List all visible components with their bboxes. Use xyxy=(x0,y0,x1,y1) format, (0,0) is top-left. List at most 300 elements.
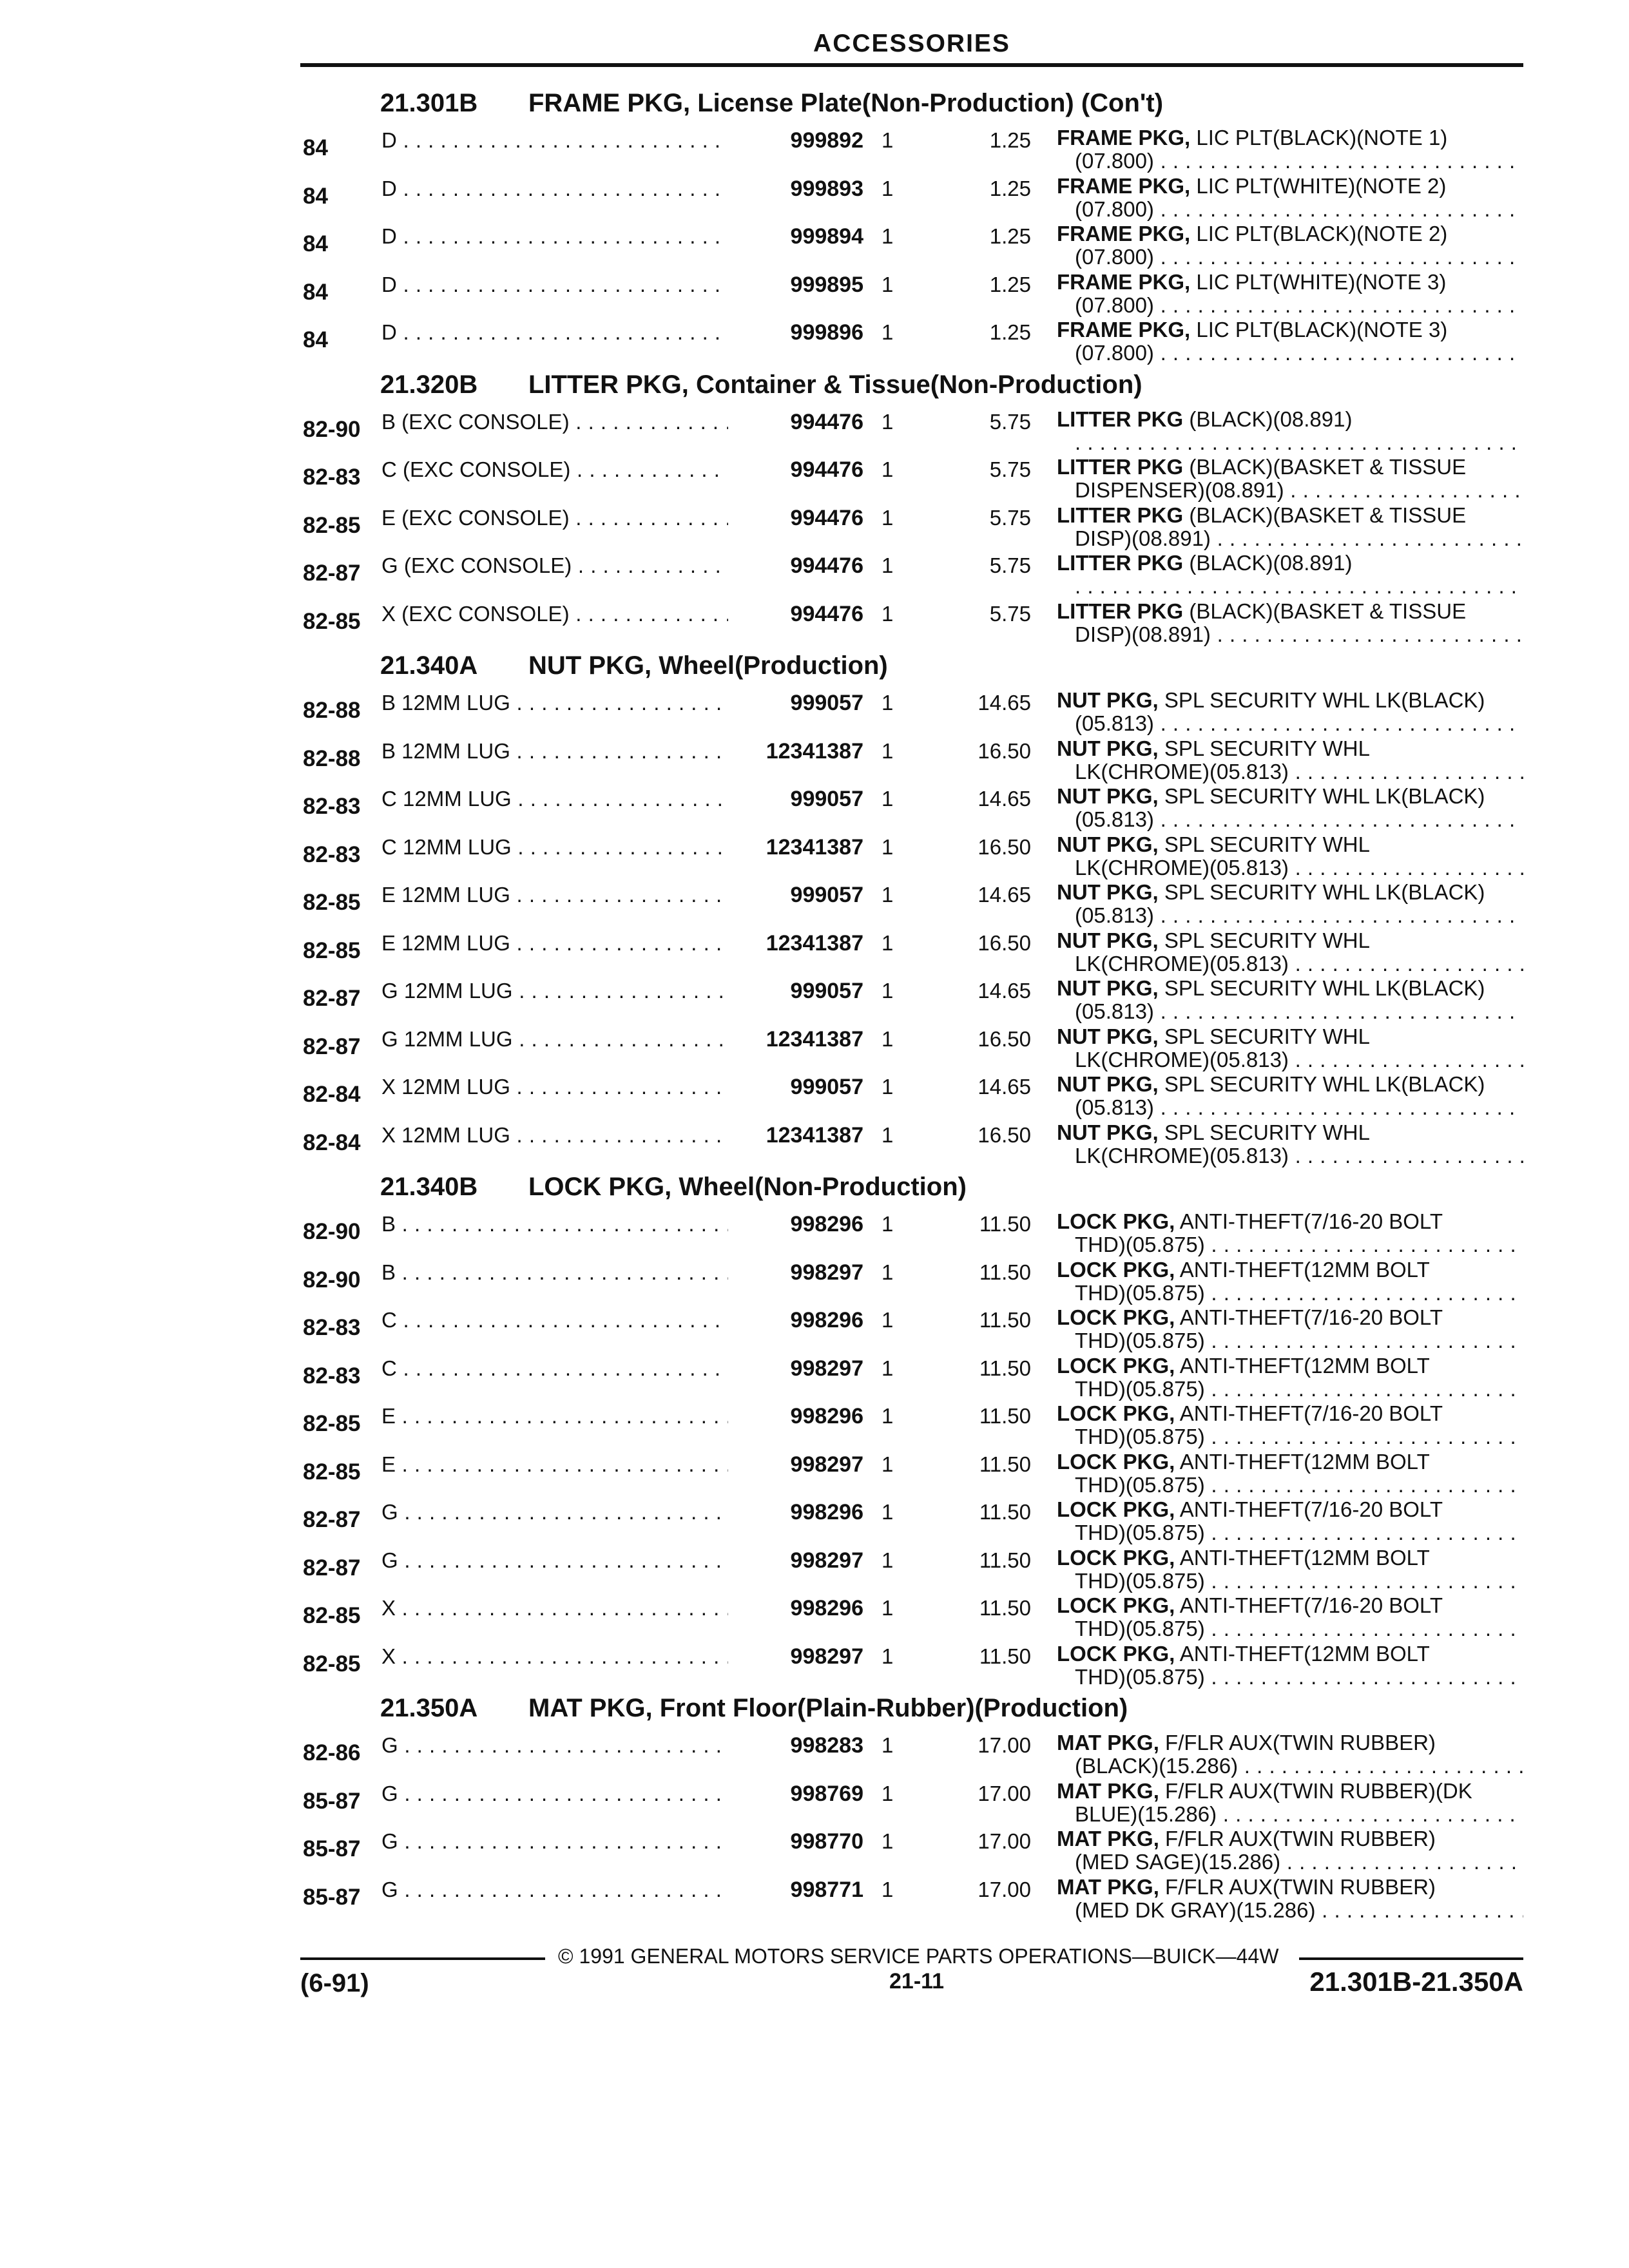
model-year: 82-83 xyxy=(303,1363,361,1389)
part-number: 998296 xyxy=(790,1308,863,1332)
part-row xyxy=(0,1495,1629,1544)
part-row xyxy=(0,405,1629,454)
part-number: 12341387 xyxy=(766,738,863,764)
item-description xyxy=(1057,977,1485,1000)
part-row xyxy=(0,878,1629,927)
parts-listing xyxy=(0,82,1629,1921)
item-detail: F/FLR AUX(TWIN RUBBER)(DK xyxy=(1159,1778,1472,1803)
model-year: 82-88 xyxy=(303,698,361,723)
item-detail: SPL SECURITY WHL LK(BLACK) xyxy=(1158,784,1485,808)
part-number: 994476 xyxy=(790,601,863,626)
item-detail: LIC PLT(BLACK)(NOTE 1) xyxy=(1190,126,1448,149)
body-description: B . . . xyxy=(381,1261,728,1284)
price: 5.75 xyxy=(989,409,1031,434)
part-number: 998769 xyxy=(790,1781,863,1806)
item-detail-continued xyxy=(1075,575,1523,598)
part-row xyxy=(0,549,1629,597)
price: 17.00 xyxy=(978,1733,1031,1757)
item-detail-continued: (05.813) . . . xyxy=(1075,1096,1523,1119)
body-description: C . . . xyxy=(381,1309,728,1332)
price: 16.50 xyxy=(978,1122,1031,1147)
item-detail: LIC PLT(BLACK)(NOTE 3) xyxy=(1190,318,1448,341)
part-number: 998296 xyxy=(790,1212,863,1236)
section-name: FRAME PKG, License Plate(Non-Production) (Con't) xyxy=(528,89,1164,117)
quantity: 1 xyxy=(882,224,894,248)
part-row xyxy=(0,1448,1629,1496)
item-detail-continued: LK(CHROME)(05.813) . . . xyxy=(1075,1048,1523,1072)
item-detail: ANTI-THEFT(7/16-20 BOLT xyxy=(1175,1401,1443,1425)
quantity: 1 xyxy=(882,1548,894,1572)
part-row xyxy=(0,1825,1629,1873)
model-year: 82-85 xyxy=(303,890,361,915)
section-name: LITTER PKG, Container & Tissue(Non-Production) xyxy=(528,370,1142,399)
item-description xyxy=(1057,1210,1443,1233)
body-description: B . . . xyxy=(381,1213,728,1236)
model-year: 84 xyxy=(303,327,328,352)
item-detail-continued xyxy=(1075,431,1523,454)
body-description: X . . . xyxy=(381,1645,728,1668)
quantity: 1 xyxy=(882,128,894,152)
body-description: G . . . xyxy=(381,1830,728,1853)
body-description: D . . . xyxy=(381,129,728,152)
model-year: 82-85 xyxy=(303,608,361,634)
price: 11.50 xyxy=(979,1212,1031,1236)
item-detail-continued: (MED DK GRAY)(15.286) . . . xyxy=(1075,1899,1523,1922)
model-year: 85-87 xyxy=(303,1788,361,1814)
model-year: 82-84 xyxy=(303,1082,361,1107)
part-row xyxy=(0,597,1629,646)
price: 11.50 xyxy=(979,1308,1031,1332)
item-description xyxy=(1057,1306,1443,1329)
item-detail: (BLACK)(08.891) xyxy=(1183,551,1353,575)
item-detail-continued: (07.800) . . . xyxy=(1075,149,1523,173)
model-year: 82-84 xyxy=(303,1129,361,1155)
part-number: 998283 xyxy=(790,1733,863,1758)
part-number: 999057 xyxy=(790,1075,863,1099)
item-detail-continued: LK(CHROME)(05.813) . . . xyxy=(1075,952,1523,975)
price: 1.25 xyxy=(989,176,1031,200)
item-description xyxy=(1057,1073,1485,1096)
item-description xyxy=(1057,271,1446,294)
price: 1.25 xyxy=(989,272,1031,296)
item-detail-continued: THD)(05.875) . . . xyxy=(1075,1521,1523,1544)
item-description xyxy=(1057,456,1466,479)
footer-rule-right xyxy=(1299,1957,1523,1960)
body-description: C . . . xyxy=(381,1357,728,1380)
part-row xyxy=(0,453,1629,501)
part-number: 12341387 xyxy=(766,1026,863,1052)
price: 14.65 xyxy=(978,883,1031,907)
body-description: X . . . xyxy=(381,1597,728,1620)
item-detail: LIC PLT(WHITE)(NOTE 3) xyxy=(1190,269,1447,294)
part-number: 998296 xyxy=(790,1404,863,1428)
item-detail-continued: BLUE)(15.286) . . . xyxy=(1075,1803,1523,1826)
item-description xyxy=(1057,881,1485,904)
item-detail: SPL SECURITY WHL xyxy=(1158,832,1370,856)
quantity: 1 xyxy=(882,1500,894,1524)
item-name: LOCK PKG, xyxy=(1057,1257,1175,1282)
item-description xyxy=(1057,1876,1436,1899)
item-detail: SPL SECURITY WHL xyxy=(1158,736,1370,760)
body-description: X 12MM LUG . . . xyxy=(381,1124,728,1147)
price: 5.75 xyxy=(989,505,1031,530)
item-detail: LIC PLT(WHITE)(NOTE 2) xyxy=(1190,173,1447,198)
item-detail-continued: (05.813) . . . xyxy=(1075,808,1523,831)
model-year: 82-90 xyxy=(303,1267,361,1293)
body-description: E . . . xyxy=(381,1453,728,1476)
part-number: 994476 xyxy=(790,505,863,530)
part-number: 998297 xyxy=(790,1452,863,1477)
item-name: LOCK PKG, xyxy=(1057,1593,1175,1617)
price: 11.50 xyxy=(979,1404,1031,1428)
price: 17.00 xyxy=(978,1781,1031,1805)
footer-rule-left xyxy=(300,1957,545,1960)
item-description xyxy=(1057,1594,1443,1617)
item-detail-continued: (MED SAGE)(15.286) . . . xyxy=(1075,1850,1523,1874)
part-row xyxy=(0,268,1629,316)
catalog-section xyxy=(0,82,1629,364)
part-number: 999057 xyxy=(790,787,863,811)
model-year: 82-83 xyxy=(303,1315,361,1340)
quantity: 1 xyxy=(882,883,894,907)
part-number: 994476 xyxy=(790,457,863,482)
part-number: 998297 xyxy=(790,1356,863,1381)
item-detail: (BLACK)(08.891) xyxy=(1183,407,1353,431)
item-name: NUT PKG, xyxy=(1057,1120,1159,1144)
section-heading xyxy=(0,82,1629,124)
part-number: 12341387 xyxy=(766,1122,863,1148)
part-row xyxy=(0,927,1629,975)
part-row xyxy=(0,1640,1629,1688)
part-number: 12341387 xyxy=(766,834,863,860)
item-detail: SPL SECURITY WHL LK(BLACK) xyxy=(1158,688,1485,712)
item-description xyxy=(1057,1402,1443,1425)
model-year: 82-90 xyxy=(303,1219,361,1244)
item-description xyxy=(1057,1025,1370,1048)
item-name: LOCK PKG, xyxy=(1057,1305,1175,1329)
section-heading xyxy=(0,645,1629,686)
part-row xyxy=(0,1729,1629,1777)
quantity: 1 xyxy=(882,272,894,296)
price: 16.50 xyxy=(978,1026,1031,1051)
item-description xyxy=(1057,504,1466,527)
quantity: 1 xyxy=(882,320,894,344)
item-detail-continued: (07.800) . . . xyxy=(1075,198,1523,221)
quantity: 1 xyxy=(882,1308,894,1332)
item-name: MAT PKG, xyxy=(1057,1731,1159,1754)
part-row xyxy=(0,172,1629,220)
part-number: 999896 xyxy=(790,320,863,345)
item-detail: ANTI-THEFT(12MM BOLT xyxy=(1175,1353,1430,1378)
section-code: 21.301B xyxy=(380,89,478,117)
body-description: G . . . xyxy=(381,1734,728,1757)
price: 1.25 xyxy=(989,320,1031,344)
part-row xyxy=(0,686,1629,735)
part-number: 998296 xyxy=(790,1500,863,1524)
quantity: 1 xyxy=(882,601,894,626)
item-detail: ANTI-THEFT(7/16-20 BOLT xyxy=(1175,1593,1443,1617)
body-description: G . . . xyxy=(381,1501,728,1524)
item-name: FRAME PKG, xyxy=(1057,318,1191,341)
price: 1.25 xyxy=(989,128,1031,152)
item-detail: SPL SECURITY WHL LK(BLACK) xyxy=(1158,976,1485,1000)
item-detail: F/FLR AUX(TWIN RUBBER) xyxy=(1159,1827,1436,1850)
body-description: C 12MM LUG . . . xyxy=(381,787,728,811)
item-detail-continued: (05.813) . . . xyxy=(1075,712,1523,735)
item-name: FRAME PKG, xyxy=(1057,269,1191,294)
quantity: 1 xyxy=(882,1122,894,1147)
quantity: 1 xyxy=(882,176,894,200)
model-year: 82-85 xyxy=(303,1651,361,1677)
item-detail: ANTI-THEFT(7/16-20 BOLT xyxy=(1175,1305,1443,1329)
body-description: B 12MM LUG . . . xyxy=(381,691,728,715)
item-detail-continued: THD)(05.875) . . . xyxy=(1075,1570,1523,1593)
item-description xyxy=(1057,175,1446,198)
quantity: 1 xyxy=(882,1596,894,1620)
part-row xyxy=(0,974,1629,1023)
item-detail-continued: (07.800) . . . xyxy=(1075,245,1523,269)
quantity: 1 xyxy=(882,1452,894,1476)
price: 1.25 xyxy=(989,224,1031,248)
item-detail: SPL SECURITY WHL xyxy=(1158,928,1370,952)
quantity: 1 xyxy=(882,1212,894,1236)
item-detail-continued: THD)(05.875) . . . xyxy=(1075,1474,1523,1497)
item-name: LITTER PKG xyxy=(1057,407,1184,431)
quantity: 1 xyxy=(882,738,894,763)
item-description xyxy=(1057,600,1466,623)
price: 11.50 xyxy=(979,1644,1031,1668)
item-name: NUT PKG, xyxy=(1057,1024,1159,1048)
item-name: NUT PKG, xyxy=(1057,784,1159,808)
model-year: 82-87 xyxy=(303,1555,361,1581)
price: 11.50 xyxy=(979,1452,1031,1476)
part-row xyxy=(0,1070,1629,1119)
part-row xyxy=(0,1777,1629,1825)
price: 14.65 xyxy=(978,691,1031,715)
part-number: 998297 xyxy=(790,1260,863,1285)
model-year: 84 xyxy=(303,183,328,209)
section-name: LOCK PKG, Wheel(Non-Production) xyxy=(528,1173,967,1201)
quantity: 1 xyxy=(882,1644,894,1668)
body-description: E . . . xyxy=(381,1405,728,1428)
item-detail-continued: (05.813) . . . xyxy=(1075,1000,1523,1023)
item-description xyxy=(1057,929,1370,952)
item-description xyxy=(1057,408,1352,431)
price: 11.50 xyxy=(979,1260,1031,1284)
body-description: D . . . xyxy=(381,321,728,344)
price: 16.50 xyxy=(978,738,1031,763)
item-detail-continued: THD)(05.875) . . . xyxy=(1075,1233,1523,1256)
body-description: D . . . xyxy=(381,273,728,296)
header-rule xyxy=(300,63,1523,67)
body-description: G 12MM LUG . . . xyxy=(381,1028,728,1051)
model-year: 82-87 xyxy=(303,986,361,1011)
part-row xyxy=(0,1256,1629,1304)
section-name: NUT PKG, Wheel(Production) xyxy=(528,651,888,680)
item-detail: ANTI-THEFT(7/16-20 BOLT xyxy=(1175,1497,1443,1521)
section-heading xyxy=(0,364,1629,405)
item-name: NUT PKG, xyxy=(1057,736,1159,760)
part-row xyxy=(0,1119,1629,1167)
part-row xyxy=(0,1544,1629,1592)
model-year: 82-85 xyxy=(303,1603,361,1628)
model-year: 85-87 xyxy=(303,1884,361,1910)
item-name: FRAME PKG, xyxy=(1057,126,1191,149)
quantity: 1 xyxy=(882,1260,894,1284)
item-description xyxy=(1057,1354,1430,1378)
item-detail-continued: THD)(05.875) . . . xyxy=(1075,1378,1523,1401)
part-number: 998297 xyxy=(790,1548,863,1573)
item-name: LOCK PKG, xyxy=(1057,1449,1175,1474)
model-year: 82-83 xyxy=(303,794,361,819)
price: 14.65 xyxy=(978,1075,1031,1099)
body-description: D . . . xyxy=(381,177,728,200)
body-description: G . . . xyxy=(381,1782,728,1805)
model-year: 82-86 xyxy=(303,1740,361,1765)
item-detail-continued: LK(CHROME)(05.813) . . . xyxy=(1075,856,1523,879)
model-year: 82-87 xyxy=(303,1033,361,1059)
quantity: 1 xyxy=(882,553,894,577)
item-detail-continued: THD)(05.875) . . . xyxy=(1075,1329,1523,1352)
item-description xyxy=(1057,1498,1443,1521)
item-description xyxy=(1057,1827,1436,1850)
item-detail-continued: DISP)(08.891) . . . xyxy=(1075,623,1523,646)
part-row xyxy=(0,782,1629,831)
quantity: 1 xyxy=(882,457,894,481)
item-description xyxy=(1057,552,1352,575)
body-description: G 12MM LUG . . . xyxy=(381,979,728,1003)
footer-copyright: © 1991 GENERAL MOTORS SERVICE PARTS OPERATIONS—BUICK—44W xyxy=(558,1945,1279,1968)
item-name: LOCK PKG, xyxy=(1057,1641,1175,1666)
item-description xyxy=(1057,1642,1430,1666)
price: 11.50 xyxy=(979,1500,1031,1524)
body-description: G . . . xyxy=(381,1549,728,1572)
body-description: D . . . xyxy=(381,225,728,248)
part-number: 998297 xyxy=(790,1644,863,1669)
part-row xyxy=(0,1352,1629,1400)
part-row xyxy=(0,1399,1629,1448)
item-detail-continued: LK(CHROME)(05.813) . . . xyxy=(1075,1144,1523,1168)
section-name: MAT PKG, Front Floor(Plain-Rubber)(Production) xyxy=(528,1694,1128,1722)
part-row xyxy=(0,316,1629,364)
item-description xyxy=(1057,1780,1472,1803)
part-row xyxy=(0,1303,1629,1352)
model-year: 82-85 xyxy=(303,512,361,538)
part-row xyxy=(0,501,1629,550)
quantity: 1 xyxy=(882,1404,894,1428)
quantity: 1 xyxy=(882,1877,894,1901)
section-heading xyxy=(0,1166,1629,1207)
quantity: 1 xyxy=(882,1733,894,1757)
quantity: 1 xyxy=(882,691,894,715)
part-number: 999057 xyxy=(790,883,863,907)
item-detail: ANTI-THEFT(12MM BOLT xyxy=(1175,1449,1430,1474)
quantity: 1 xyxy=(882,834,894,859)
model-year: 82-85 xyxy=(303,937,361,963)
price: 14.65 xyxy=(978,979,1031,1003)
part-number: 999893 xyxy=(790,176,863,201)
catalog-section xyxy=(0,645,1629,1166)
price: 16.50 xyxy=(978,834,1031,859)
model-year: 84 xyxy=(303,279,328,305)
part-number: 999894 xyxy=(790,224,863,249)
price: 11.50 xyxy=(979,1548,1031,1572)
item-detail-continued: DISPENSER)(08.891) . . . xyxy=(1075,479,1523,502)
price: 5.75 xyxy=(989,553,1031,577)
item-name: NUT PKG, xyxy=(1057,832,1159,856)
part-number: 999892 xyxy=(790,128,863,153)
model-year: 84 xyxy=(303,231,328,256)
part-number: 999057 xyxy=(790,691,863,715)
item-description xyxy=(1057,1121,1370,1144)
item-name: LITTER PKG xyxy=(1057,503,1184,527)
item-description xyxy=(1057,1731,1436,1754)
price: 11.50 xyxy=(979,1596,1031,1620)
item-detail: ANTI-THEFT(12MM BOLT xyxy=(1175,1257,1430,1282)
price: 5.75 xyxy=(989,457,1031,481)
item-detail: ANTI-THEFT(12MM BOLT xyxy=(1175,1641,1430,1666)
item-detail: (BLACK)(BASKET & TISSUE xyxy=(1183,599,1467,623)
body-description: X 12MM LUG . . . xyxy=(381,1075,728,1099)
model-year: 82-87 xyxy=(303,561,361,586)
quantity: 1 xyxy=(882,1829,894,1853)
item-detail-continued: THD)(05.875) . . . xyxy=(1075,1617,1523,1640)
quantity: 1 xyxy=(882,1026,894,1051)
item-detail-continued: (05.813) . . . xyxy=(1075,904,1523,927)
body-description: C 12MM LUG . . . xyxy=(381,836,728,859)
item-name: NUT PKG, xyxy=(1057,880,1159,904)
item-description xyxy=(1057,737,1370,760)
item-name: FRAME PKG, xyxy=(1057,173,1191,198)
body-description: G (EXC CONSOLE) . . . xyxy=(381,554,728,577)
page-header xyxy=(300,30,1523,68)
item-description xyxy=(1057,318,1447,341)
model-year: 84 xyxy=(303,135,328,160)
part-number: 999895 xyxy=(790,272,863,297)
section-code: 21.340B xyxy=(380,1173,478,1201)
price: 17.00 xyxy=(978,1829,1031,1853)
item-detail: F/FLR AUX(TWIN RUBBER) xyxy=(1159,1874,1436,1899)
quantity: 1 xyxy=(882,505,894,530)
quantity: 1 xyxy=(882,1356,894,1380)
part-row xyxy=(0,735,1629,783)
model-year: 82-85 xyxy=(303,1411,361,1436)
item-name: LITTER PKG xyxy=(1057,551,1184,575)
item-detail: F/FLR AUX(TWIN RUBBER) xyxy=(1159,1731,1436,1754)
price: 5.75 xyxy=(989,601,1031,626)
catalog-section xyxy=(0,1687,1629,1921)
price: 11.50 xyxy=(979,1356,1031,1380)
item-description xyxy=(1057,689,1485,712)
part-row xyxy=(0,831,1629,879)
item-name: NUT PKG, xyxy=(1057,688,1159,712)
page-footer xyxy=(0,1933,1629,2010)
item-name: LOCK PKG, xyxy=(1057,1209,1175,1233)
model-year: 82-85 xyxy=(303,1459,361,1485)
item-name: MAT PKG, xyxy=(1057,1827,1159,1850)
item-detail-continued: THD)(05.875) . . . xyxy=(1075,1425,1523,1448)
price: 17.00 xyxy=(978,1877,1031,1901)
model-year: 82-83 xyxy=(303,465,361,490)
part-number: 998770 xyxy=(790,1829,863,1854)
footer-date-code: (6-91) xyxy=(300,1969,369,1997)
item-name: NUT PKG, xyxy=(1057,928,1159,952)
item-detail: SPL SECURITY WHL xyxy=(1158,1024,1370,1048)
item-name: MAT PKG, xyxy=(1057,1778,1159,1803)
model-year: 82-90 xyxy=(303,416,361,442)
section-code: 21.320B xyxy=(380,370,478,399)
part-row xyxy=(0,1023,1629,1071)
